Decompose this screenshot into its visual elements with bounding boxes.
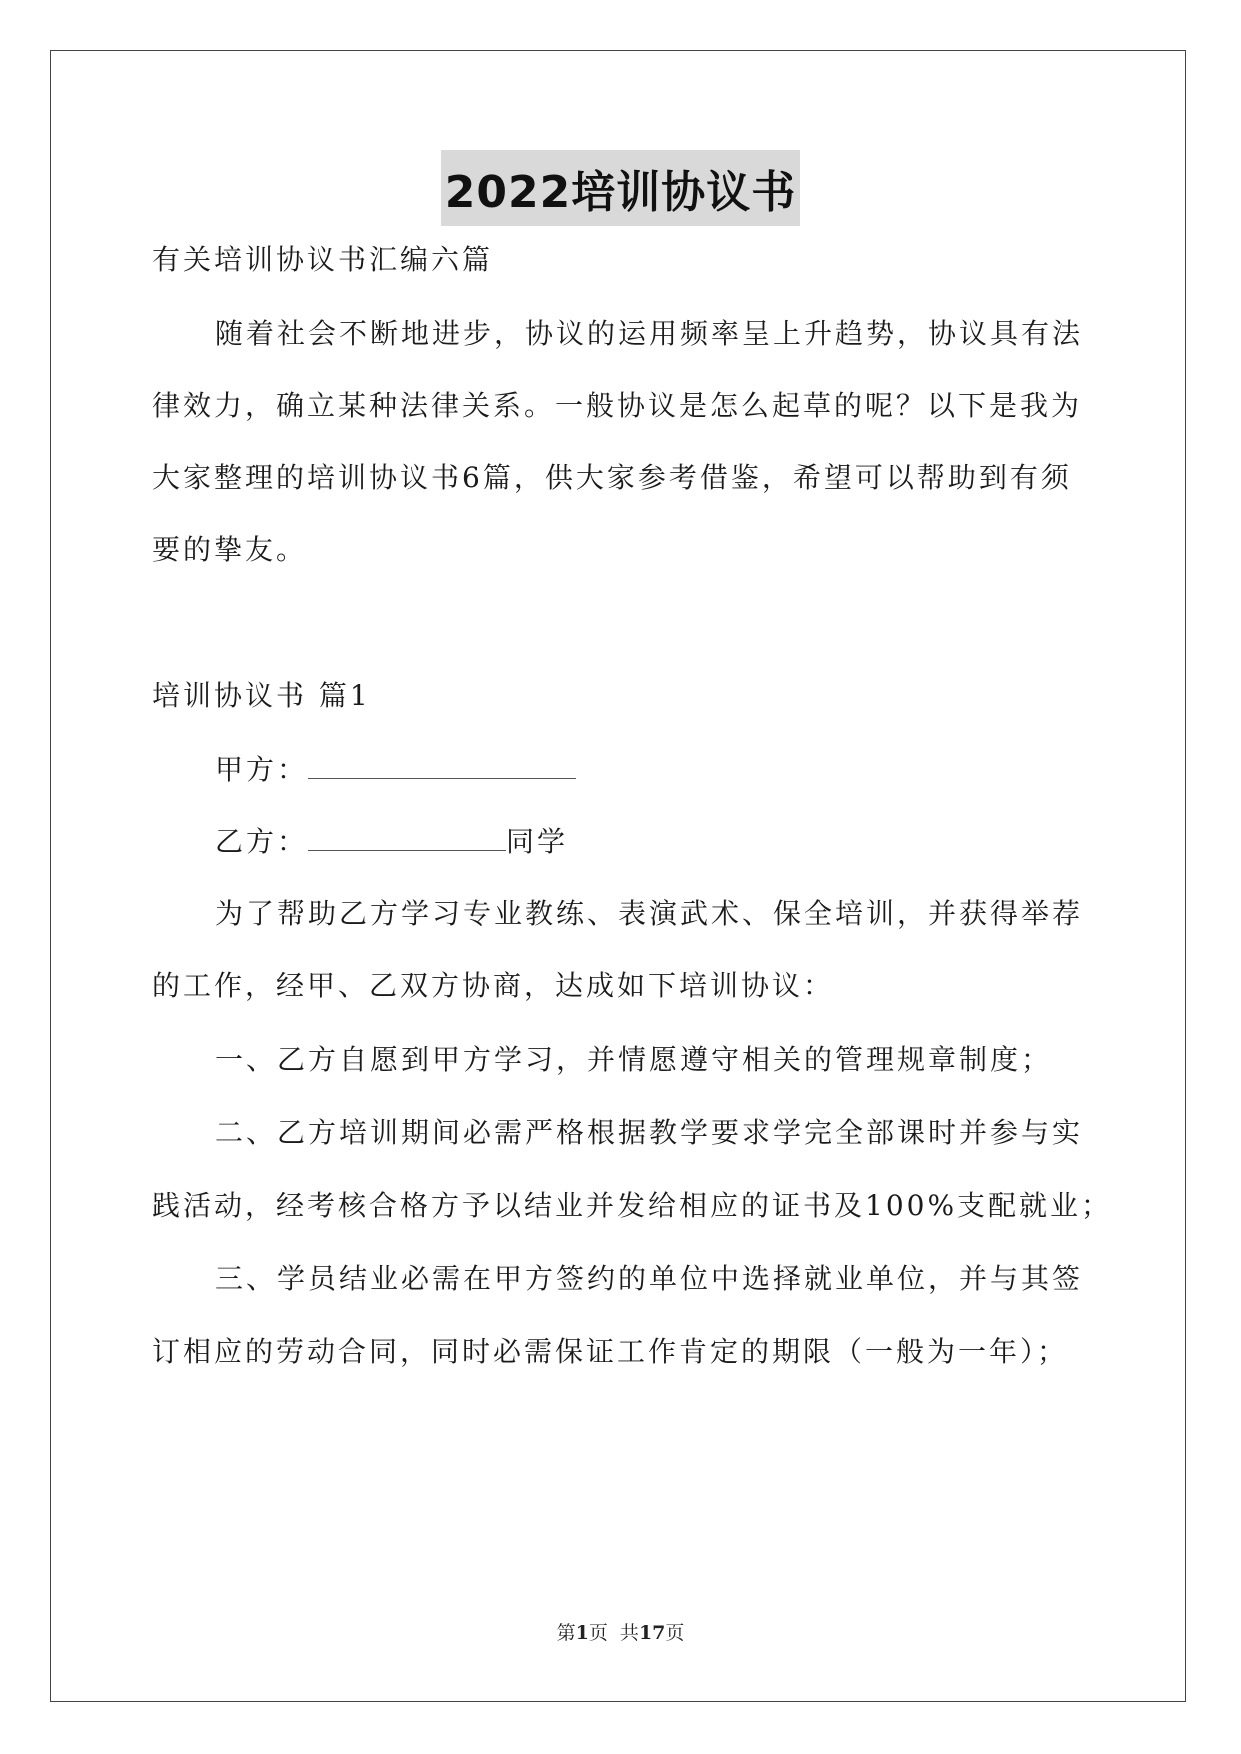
body-line-1: 为了帮助乙方学习专业教练、表演武术、保全培训，并获得举荐 [215,897,1084,930]
intro-line-2: 律效力，确立某种法律关系。一般协议是怎么起草的呢？以下是我为 [152,389,1083,422]
section-heading: 培训协议书 篇1 [152,679,371,712]
intro-line-3: 大家整理的培训协议书6篇，供大家参考借鉴，希望可以帮助到有须 [152,461,1072,494]
body-line-6: 三、学员结业必需在甲方签约的单位中选择就业单位，并与其签 [215,1262,1084,1295]
intro-line-1: 随着社会不断地进步，协议的运用频率呈上升趋势，协议具有法 [215,317,1084,350]
document-subtitle: 有关培训协议书汇编六篇 [152,243,494,276]
party-a-blank-line[interactable] [308,750,576,779]
body-line-7: 订相应的劳动合同，同时必需保证工作肯定的期限（一般为一年）； [152,1335,1069,1368]
page-border [50,50,1186,1702]
party-b-suffix: 同学 [506,825,569,858]
document-title: 2022培训协议书 [441,150,800,226]
intro-line-4: 要的挚友。 [152,533,308,566]
footer-page-mid: 页 共 [588,1622,639,1644]
party-b-row [215,822,1095,862]
body-line-5: 践活动，经考核合格方予以结业并发给相应的证书及100%支配就业； [152,1189,1113,1222]
title-container [0,150,1241,226]
footer-page-prefix: 第 [556,1622,576,1644]
footer-total-pages: 17 [638,1622,666,1644]
party-b-label: 乙方： [215,825,309,858]
footer-page-suffix: 页 [665,1622,685,1644]
body-line-4: 二、乙方培训期间必需严格根据教学要求学完全部课时并参与实 [215,1116,1084,1149]
body-line-2: 的工作，经甲、乙双方协商，达成如下培训协议： [152,969,835,1002]
footer-page-number: 1 [575,1622,589,1644]
party-b-blank-line[interactable] [308,822,506,851]
party-a-label: 甲方： [215,753,309,786]
party-a-row [215,750,1095,790]
page-footer [0,1618,1241,1645]
body-line-3: 一、乙方自愿到甲方学习，并情愿遵守相关的管理规章制度； [215,1043,1053,1076]
